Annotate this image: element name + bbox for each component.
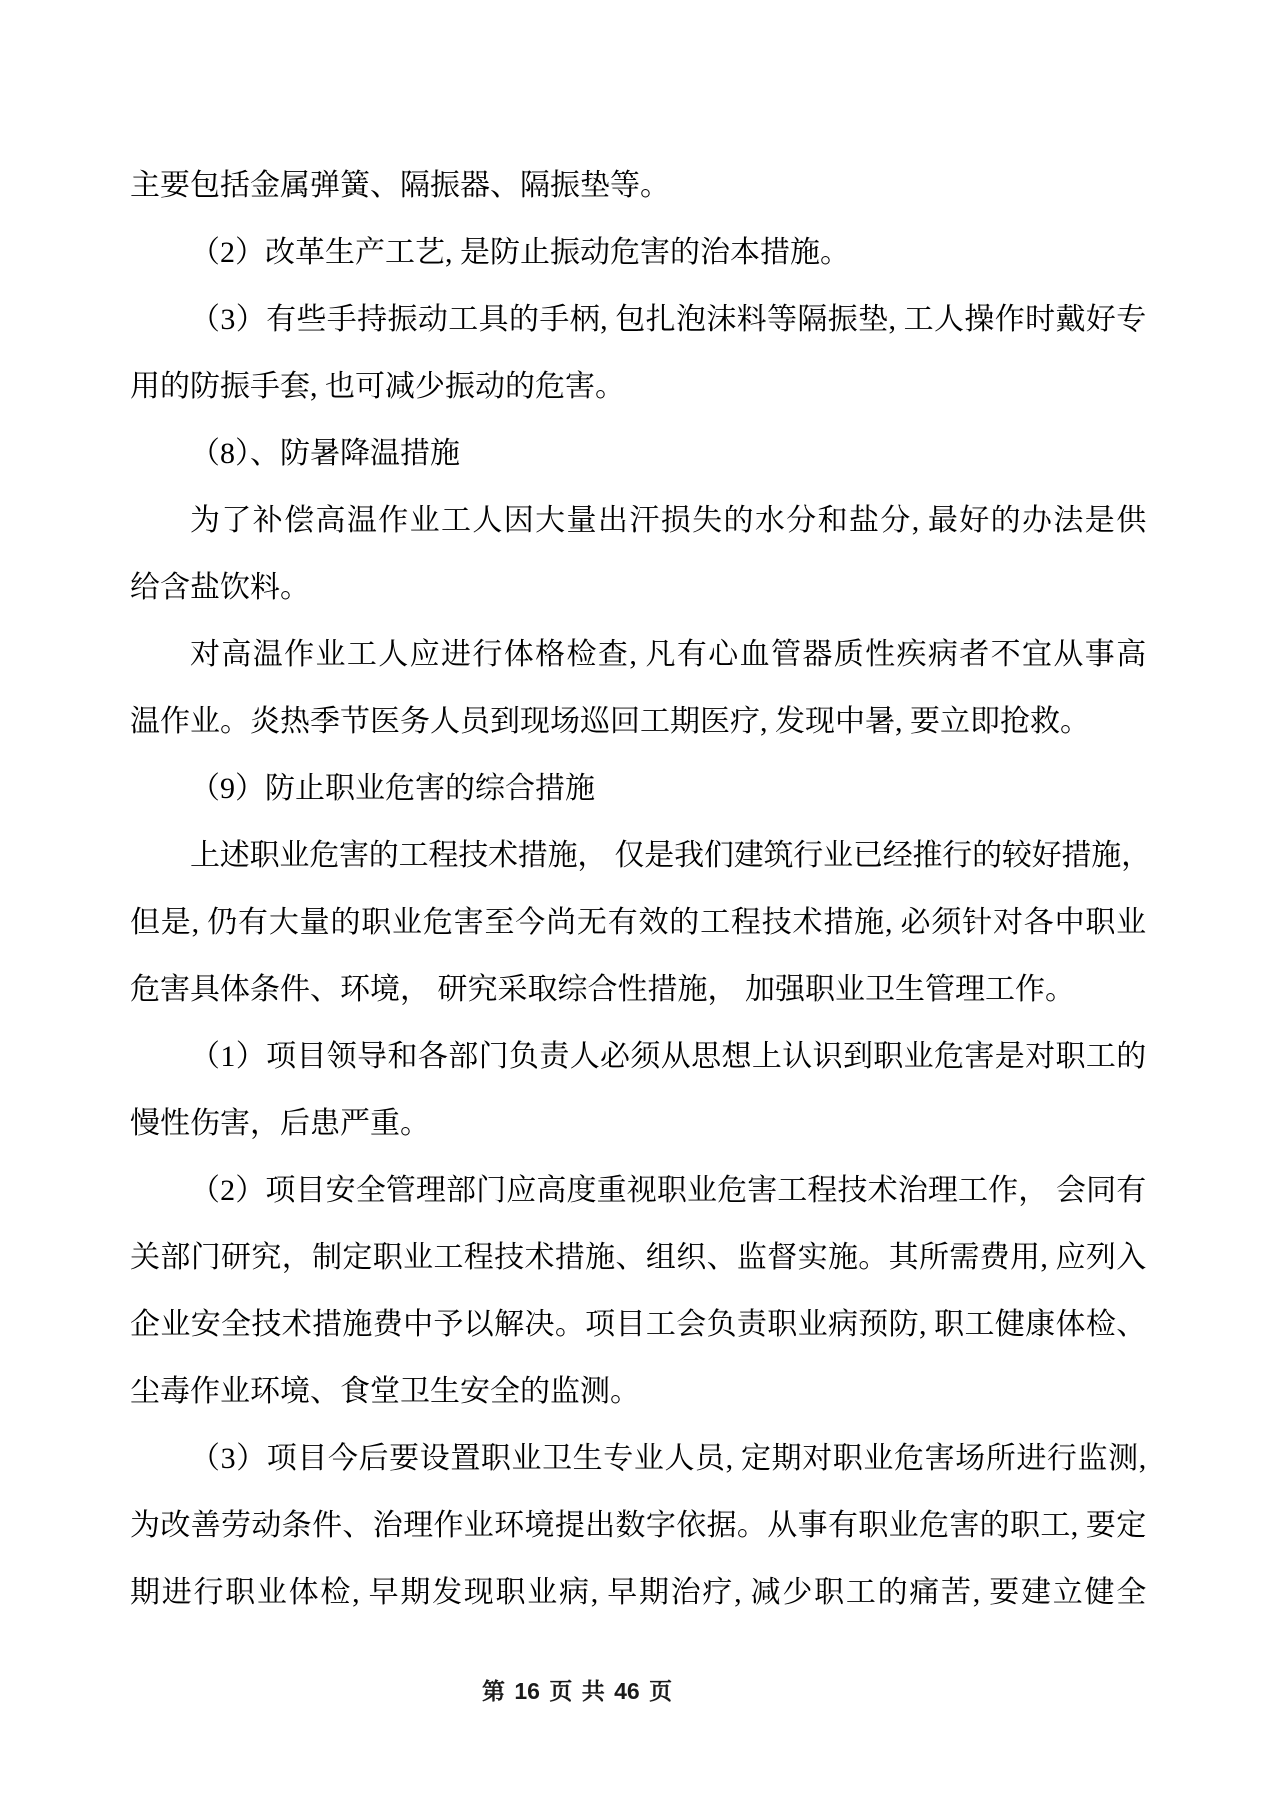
text-line: （9）防止职业危害的综合措施 — [190, 772, 595, 805]
text-line: 为了补偿高温作业工人因大量出汗损失的水分和盐分, 最好的办法是供 — [190, 504, 1146, 537]
text-line: 主要包括金属弹簧、隔振器、隔振垫等。 — [130, 169, 670, 202]
text-line: 尘毒作业环境、食堂卫生安全的监测。 — [130, 1375, 640, 1408]
text-line: 关部门研究，制定职业工程技术措施、组织、监督实施。其所需费用, 应列入 — [130, 1241, 1146, 1274]
text-line: 给含盐饮料。 — [130, 571, 310, 604]
text-line: （8）、防暑降温措施 — [190, 437, 460, 470]
text-line: （3）有些手持振动工具的手柄, 包扎泡沫料等隔振垫, 工人操作时戴好专 — [190, 303, 1146, 336]
text-line: 对高温作业工人应进行体格检查, 凡有心血管器质性疾病者不宜从事高 — [190, 638, 1146, 671]
text-line: （2）项目安全管理部门应高度重视职业危害工程技术治理工作， 会同有 — [190, 1174, 1146, 1207]
text-line: 危害具体条件、环境， 研究采取综合性措施， 加强职业卫生管理工作。 — [130, 973, 1075, 1006]
text-line: 温作业。炎热季节医务人员到现场巡回工期医疗, 发现中暑, 要立即抢救。 — [130, 705, 1090, 738]
document-body — [130, 152, 1151, 1626]
text-line: 期进行职业体检, 早期发现职业病, 早期治疗, 减少职工的痛苦, 要建立健全 — [130, 1576, 1146, 1609]
text-line: （2）改革生产工艺, 是防止振动危害的治本措施。 — [190, 236, 850, 269]
text-line: 为改善劳动条件、治理作业环境提出数字依据。从事有职业危害的职工, 要定 — [130, 1509, 1146, 1542]
page-footer: 第 16 页 共 46 页 — [482, 1678, 673, 1704]
text-line: 慢性伤害，后患严重。 — [130, 1107, 430, 1140]
text-line: 企业安全技术措施费中予以解决。项目工会负责职业病预防, 职工健康体检、 — [130, 1308, 1146, 1341]
text-line: （3）项目今后要设置职业卫生专业人员, 定期对职业危害场所进行监测, — [190, 1442, 1146, 1475]
text-line: 但是, 仍有大量的职业危害至今尚无有效的工程技术措施, 必须针对各中职业 — [130, 906, 1146, 939]
text-line: （1）项目领导和各部门负责人必须从思想上认识到职业危害是对职工的 — [190, 1040, 1146, 1073]
text-line: 用的防振手套, 也可减少振动的危害。 — [130, 370, 625, 403]
text-line: 上述职业危害的工程技术措施， 仅是我们建筑行业已经推行的较好措施， — [190, 839, 1151, 872]
